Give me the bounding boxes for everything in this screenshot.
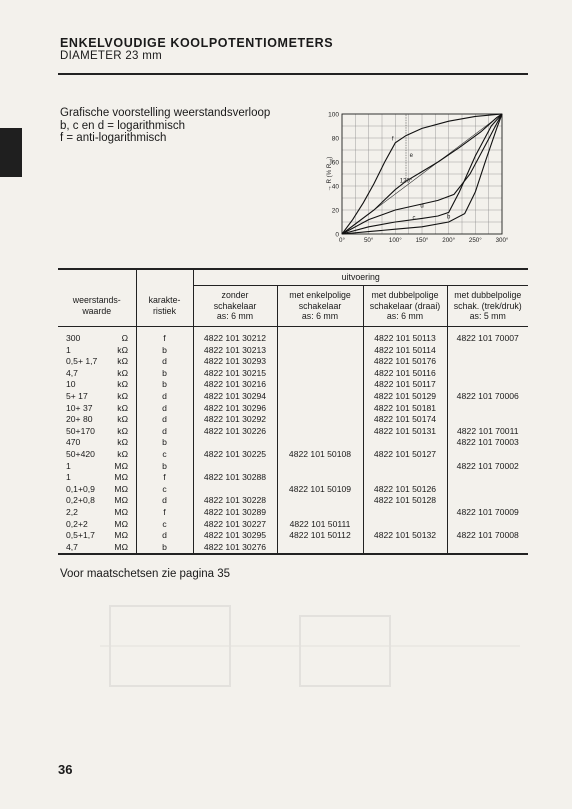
cell-resistance [58, 414, 136, 426]
curve-annotation: f [391, 136, 394, 143]
x-tick-label: 100° [388, 237, 402, 244]
resistance-value: 50+170 [66, 425, 95, 436]
header-line: schakelaar (draai) [369, 300, 441, 311]
table-body [58, 327, 528, 555]
x-tick-label: 300° [495, 237, 509, 244]
cell-zonder: 4822 101 30228 [193, 495, 277, 507]
cell-characteristic: c [136, 449, 193, 461]
cell-dubbel-trek [447, 472, 528, 484]
cell-enkel [277, 391, 363, 403]
description-line-2: b, c en d = logarithmisch [60, 119, 185, 132]
cell-resistance [58, 507, 136, 519]
cell-dubbel-draai: 4822 101 50126 [363, 484, 447, 496]
table-row [58, 345, 528, 357]
table-row [58, 484, 528, 496]
table-row [58, 519, 528, 531]
resistance-unit: MΩ [114, 530, 128, 541]
cell-dubbel-draai: 4822 101 50128 [363, 495, 447, 507]
cell-dubbel-trek: 4822 101 70002 [447, 461, 528, 473]
cell-resistance [58, 495, 136, 507]
cell-dubbel-trek [447, 484, 528, 496]
cell-characteristic: d [136, 426, 193, 438]
y-axis-label-end: ) [326, 156, 333, 159]
resistance-value: 0,2+0,8 [66, 495, 95, 506]
cell-characteristic: d [136, 530, 193, 542]
cell-enkel [277, 414, 363, 426]
uitvoering-header: uitvoering [193, 269, 528, 286]
resistance-value: 300 [66, 333, 81, 343]
cell-zonder: 4822 101 30292 [193, 414, 277, 426]
cell-dubbel-trek [447, 368, 528, 380]
cell-characteristic: d [136, 403, 193, 415]
cell-enkel [277, 327, 363, 345]
x-tick-label: 200° [442, 237, 456, 244]
cell-dubbel-trek: 4822 101 70007 [447, 327, 528, 345]
cell-enkel [277, 495, 363, 507]
cell-dubbel-draai [363, 507, 447, 519]
cell-zonder: 4822 101 30276 [193, 542, 277, 555]
header-line: ristiek [153, 305, 176, 316]
resistance-unit: kΩ [117, 379, 128, 390]
page-title: ENKELVOUDIGE KOOLPOTENTIOMETERS [60, 36, 334, 50]
table-row [58, 356, 528, 368]
cell-zonder: 4822 101 30294 [193, 391, 277, 403]
resistance-unit: Ω [121, 333, 128, 343]
resistance-value: 0,1+0,9 [66, 483, 95, 494]
cell-resistance [58, 472, 136, 484]
resistance-unit: kΩ [117, 414, 128, 425]
col-zonder [193, 286, 277, 327]
cell-zonder: 4822 101 30296 [193, 403, 277, 415]
col-characteristic [136, 286, 193, 327]
cell-enkel: 4822 101 50111 [277, 519, 363, 531]
table-row [58, 449, 528, 461]
table-row [58, 379, 528, 391]
x-tick-label: 250° [468, 237, 482, 244]
col-resistance [58, 286, 136, 327]
table-row [58, 368, 528, 380]
table-row [58, 530, 528, 542]
cell-resistance [58, 426, 136, 438]
cell-characteristic: f [136, 507, 193, 519]
cell-enkel [277, 461, 363, 473]
cell-zonder: 4822 101 30216 [193, 379, 277, 391]
cell-enkel [277, 356, 363, 368]
cell-dubbel-trek [447, 495, 528, 507]
cell-resistance [58, 391, 136, 403]
header-line: as: 5 mm [469, 311, 506, 322]
table-row [58, 426, 528, 438]
header-line: as: 6 mm [301, 311, 339, 322]
description-line-3: f = anti-logarithmisch [60, 132, 167, 144]
cell-enkel [277, 437, 363, 449]
cell-dubbel-draai [363, 472, 447, 484]
resistance-value: 1 [66, 460, 71, 471]
table-row [58, 507, 528, 519]
col-dubbel-draai [363, 286, 447, 327]
cell-characteristic: b [136, 461, 193, 473]
cell-dubbel-draai [363, 519, 447, 531]
y-tick-label: 40 [331, 183, 339, 191]
cell-zonder: 4822 101 30226 [193, 426, 277, 438]
col-dubbel-trek [447, 286, 528, 327]
table-row [58, 414, 528, 426]
table-row [58, 403, 528, 415]
header-line: met enkelpolige [289, 290, 351, 301]
cell-characteristic: b [136, 437, 193, 449]
cell-enkel: 4822 101 50109 [277, 484, 363, 496]
resistance-value: 4,7 [66, 367, 78, 378]
resistance-unit: MΩ [114, 518, 128, 529]
blank-head-1 [58, 269, 136, 286]
cell-resistance [58, 437, 136, 449]
resistance-value: 20+ 80 [66, 414, 93, 425]
resistance-unit: MΩ [114, 460, 128, 471]
y-tick-label: 80 [331, 135, 339, 143]
cell-zonder: 4822 101 30213 [193, 345, 277, 357]
cell-dubbel-trek: 4822 101 70008 [447, 530, 528, 542]
y-tick-label: 0 [335, 231, 339, 239]
cell-dubbel-trek [447, 542, 528, 555]
resistance-unit: MΩ [114, 506, 128, 517]
table-row [58, 391, 528, 403]
page-subtitle: DIAMETER 23 mm [60, 50, 162, 62]
resistance-value: 470 [66, 437, 81, 448]
cell-zonder [193, 461, 277, 473]
cell-zonder: 4822 101 30295 [193, 530, 277, 542]
potentiometer-table-wrapper [58, 268, 528, 555]
cell-characteristic: d [136, 414, 193, 426]
resistance-value: 10 [66, 379, 76, 390]
resistance-unit: MΩ [114, 472, 128, 483]
col-enkel [277, 286, 363, 327]
resistance-value: 1 [66, 472, 71, 483]
cell-characteristic: f [136, 472, 193, 484]
cell-zonder [193, 484, 277, 496]
resistance-unit: kΩ [117, 356, 128, 367]
cell-dubbel-trek: 4822 101 70006 [447, 391, 528, 403]
header-line: weerstands- [72, 295, 121, 306]
cell-resistance [58, 345, 136, 357]
footnote: Voor maatschetsen zie pagina 35 [60, 568, 231, 580]
cell-zonder: 4822 101 30288 [193, 472, 277, 484]
cell-enkel [277, 426, 363, 438]
x-tick-label: 150° [415, 237, 429, 244]
cell-dubbel-draai: 4822 101 50132 [363, 530, 447, 542]
cell-enkel: 4822 101 50112 [277, 530, 363, 542]
y-axis-label-sub: tot [328, 158, 334, 164]
cell-dubbel-trek [447, 379, 528, 391]
cell-dubbel-trek [447, 449, 528, 461]
cell-resistance [58, 449, 136, 461]
cell-dubbel-draai: 4822 101 50131 [363, 426, 447, 438]
cell-resistance [58, 327, 136, 345]
cell-characteristic: d [136, 391, 193, 403]
cell-enkel: 4822 101 50108 [277, 449, 363, 461]
y-axis-label: → R (% $R_{tot}$) [326, 156, 334, 192]
cell-characteristic: c [136, 484, 193, 496]
resistance-unit: kΩ [117, 402, 128, 413]
curve-annotation: e [409, 153, 414, 160]
resistance-value: 1 [66, 344, 71, 355]
cell-resistance [58, 368, 136, 380]
y-tick-label: 60 [331, 159, 339, 167]
cell-enkel [277, 368, 363, 380]
cell-resistance [58, 519, 136, 531]
cell-dubbel-draai [363, 437, 447, 449]
cell-dubbel-draai: 4822 101 50174 [363, 414, 447, 426]
cell-dubbel-draai: 4822 101 50117 [363, 379, 447, 391]
y-tick-label: 100 [328, 111, 339, 119]
cell-resistance [58, 461, 136, 473]
resistance-value: 0,5+1,7 [66, 530, 95, 541]
cell-zonder: 4822 101 30215 [193, 368, 277, 380]
cell-zonder [193, 437, 277, 449]
cell-resistance [58, 403, 136, 415]
cell-characteristic: b [136, 345, 193, 357]
cell-dubbel-draai: 4822 101 50129 [363, 391, 447, 403]
curve-annotation: b [446, 214, 451, 221]
cell-dubbel-trek [447, 519, 528, 531]
resistance-value: 0,2+2 [66, 518, 88, 529]
cell-resistance [58, 356, 136, 368]
potentiometer-table [58, 268, 528, 555]
resistance-value: 4,7 [66, 541, 78, 552]
description-line-1: Grafische voorstelling weerstandsverloop [60, 107, 271, 119]
cell-dubbel-draai: 4822 101 50114 [363, 345, 447, 357]
cell-characteristic: c [136, 519, 193, 531]
cell-zonder: 4822 101 30225 [193, 449, 277, 461]
header-line: met dubbelpolige [371, 290, 439, 301]
cell-resistance [58, 484, 136, 496]
cell-dubbel-trek: 4822 101 70003 [447, 437, 528, 449]
resistance-value: 0,5+ 1,7 [66, 356, 98, 367]
curve-annotation: 120° [399, 178, 413, 185]
cell-enkel [277, 345, 363, 357]
x-tick-label: 50° [363, 237, 374, 244]
cell-dubbel-draai: 4822 101 50116 [363, 368, 447, 380]
resistance-unit: MΩ [114, 541, 128, 552]
cell-resistance [58, 379, 136, 391]
resistance-unit: MΩ [114, 483, 128, 494]
resistance-unit: kΩ [117, 425, 128, 436]
curve-annotation: c [412, 215, 416, 222]
blank-head-2 [136, 269, 193, 286]
table-row [58, 542, 528, 555]
header-line: waarde [82, 305, 112, 316]
header-line: zonder [221, 290, 249, 301]
table-row [58, 472, 528, 484]
cell-resistance [58, 542, 136, 555]
header-line: schak. (trek/druk) [453, 300, 522, 311]
cell-enkel [277, 472, 363, 484]
cell-dubbel-trek [447, 345, 528, 357]
table-row [58, 327, 528, 345]
header-line: met dubbelpolige [454, 290, 522, 301]
cell-enkel [277, 542, 363, 555]
header-line: schakelaar [298, 300, 342, 311]
cell-characteristic: b [136, 368, 193, 380]
cell-dubbel-draai: 4822 101 50127 [363, 449, 447, 461]
cell-enkel [277, 403, 363, 415]
resistance-unit: kΩ [117, 344, 128, 355]
header-line: as: 6 mm [216, 311, 254, 322]
cell-resistance [58, 530, 136, 542]
resistance-unit: kΩ [117, 448, 128, 459]
page-number: 36 [58, 762, 73, 777]
resistance-unit: kΩ [117, 390, 128, 401]
cell-dubbel-draai [363, 461, 447, 473]
header-line: karakte- [148, 295, 181, 306]
table-row [58, 495, 528, 507]
cell-zonder: 4822 101 30293 [193, 356, 277, 368]
y-tick-label: 20 [331, 207, 339, 215]
curve-annotation: d [420, 203, 424, 210]
resistance-value: 50+420 [66, 448, 95, 459]
cell-dubbel-trek [447, 414, 528, 426]
header-line: as: 6 mm [386, 311, 424, 322]
resistance-unit: kΩ [117, 367, 128, 378]
resistance-value: 10+ 37 [66, 402, 93, 413]
cell-dubbel-trek: 4822 101 70009 [447, 507, 528, 519]
cell-characteristic: d [136, 356, 193, 368]
show-through-drawing [100, 596, 530, 706]
resistance-value: 5+ 17 [66, 390, 88, 401]
cell-characteristic: b [136, 542, 193, 555]
cell-zonder: 4822 101 30212 [193, 327, 277, 345]
resistance-unit: kΩ [117, 437, 128, 448]
cell-dubbel-draai: 4822 101 50113 [363, 327, 447, 345]
cell-zonder: 4822 101 30289 [193, 507, 277, 519]
cell-characteristic: f [136, 327, 193, 345]
cell-characteristic: d [136, 495, 193, 507]
resistance-unit: MΩ [114, 495, 128, 506]
header-divider [58, 73, 528, 75]
cell-dubbel-draai [363, 542, 447, 555]
graph-description [60, 107, 270, 145]
cell-enkel [277, 507, 363, 519]
cell-dubbel-trek: 4822 101 70011 [447, 426, 528, 438]
resistance-curve-chart [322, 104, 528, 246]
header-line: schakelaar [213, 300, 257, 311]
cell-dubbel-draai: 4822 101 50181 [363, 403, 447, 415]
resistance-value: 2,2 [66, 506, 78, 517]
cell-enkel [277, 379, 363, 391]
cell-dubbel-draai: 4822 101 50176 [363, 356, 447, 368]
table-row [58, 437, 528, 449]
cell-zonder: 4822 101 30227 [193, 519, 277, 531]
cell-dubbel-trek [447, 356, 528, 368]
x-tick-label: 0° [339, 237, 345, 244]
section-tab-marker [0, 128, 22, 177]
cell-dubbel-trek [447, 403, 528, 415]
cell-characteristic: b [136, 379, 193, 391]
table-row [58, 461, 528, 473]
